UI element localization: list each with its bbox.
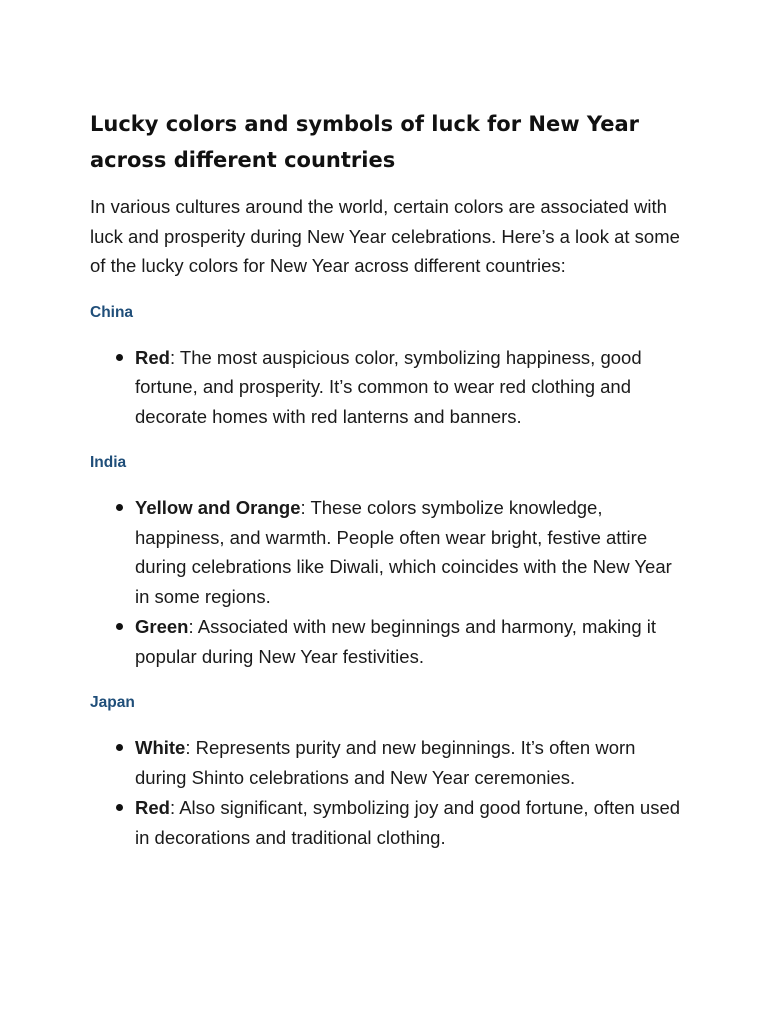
list-item <box>90 612 685 671</box>
list-item <box>90 343 685 432</box>
bullet-icon <box>116 804 123 811</box>
section-heading-china: China <box>90 303 134 321</box>
intro-paragraph: In various cultures around the world, certain colors are associated with luck and prosperity during New Year celebrations. Here’s a look at some of the lucky colors for New Year across different countries: <box>90 196 680 276</box>
section-heading-japan: Japan <box>90 694 135 711</box>
list-item <box>90 793 685 852</box>
bullet-icon <box>116 354 123 361</box>
color-term: Red <box>135 346 170 368</box>
bullet-list-china <box>90 343 685 432</box>
list-item <box>90 493 685 611</box>
section-heading-india: India <box>90 454 127 471</box>
color-description: : Also significant, symbolizing joy and good fortune, often used in decorations and traditional clothing. <box>135 797 681 848</box>
color-description: : The most auspicious color, symbolizing happiness, good fortune, and prosperity. It’s common to wear red clothing and decorate homes with red lanterns and banners. <box>135 346 642 427</box>
list-item <box>90 733 685 792</box>
bullet-icon <box>116 623 123 630</box>
bullet-icon <box>116 744 123 751</box>
bullet-list-india <box>90 493 685 671</box>
color-term: Green <box>135 616 189 637</box>
color-description: : Associated with new beginnings and harmony, making it popular during New Year festivities. <box>135 616 657 667</box>
color-term: Red <box>135 797 170 818</box>
color-description: : These colors symbolize knowledge, happiness, and warmth. People often wear bright, festive attire during celebrations like Diwali, which coincides with the New Year in some regions. <box>135 497 672 607</box>
page-title: Lucky colors and symbols of luck for New Year across different countries <box>90 112 639 172</box>
color-term: White <box>135 737 186 758</box>
bullet-list-japan <box>90 733 685 852</box>
color-description: : Represents purity and new beginnings. It’s often worn during Shinto celebrations and New Year ceremonies. <box>135 737 636 788</box>
color-term: Yellow and Orange <box>135 497 301 518</box>
document-page <box>90 106 685 872</box>
bullet-icon <box>116 504 123 511</box>
